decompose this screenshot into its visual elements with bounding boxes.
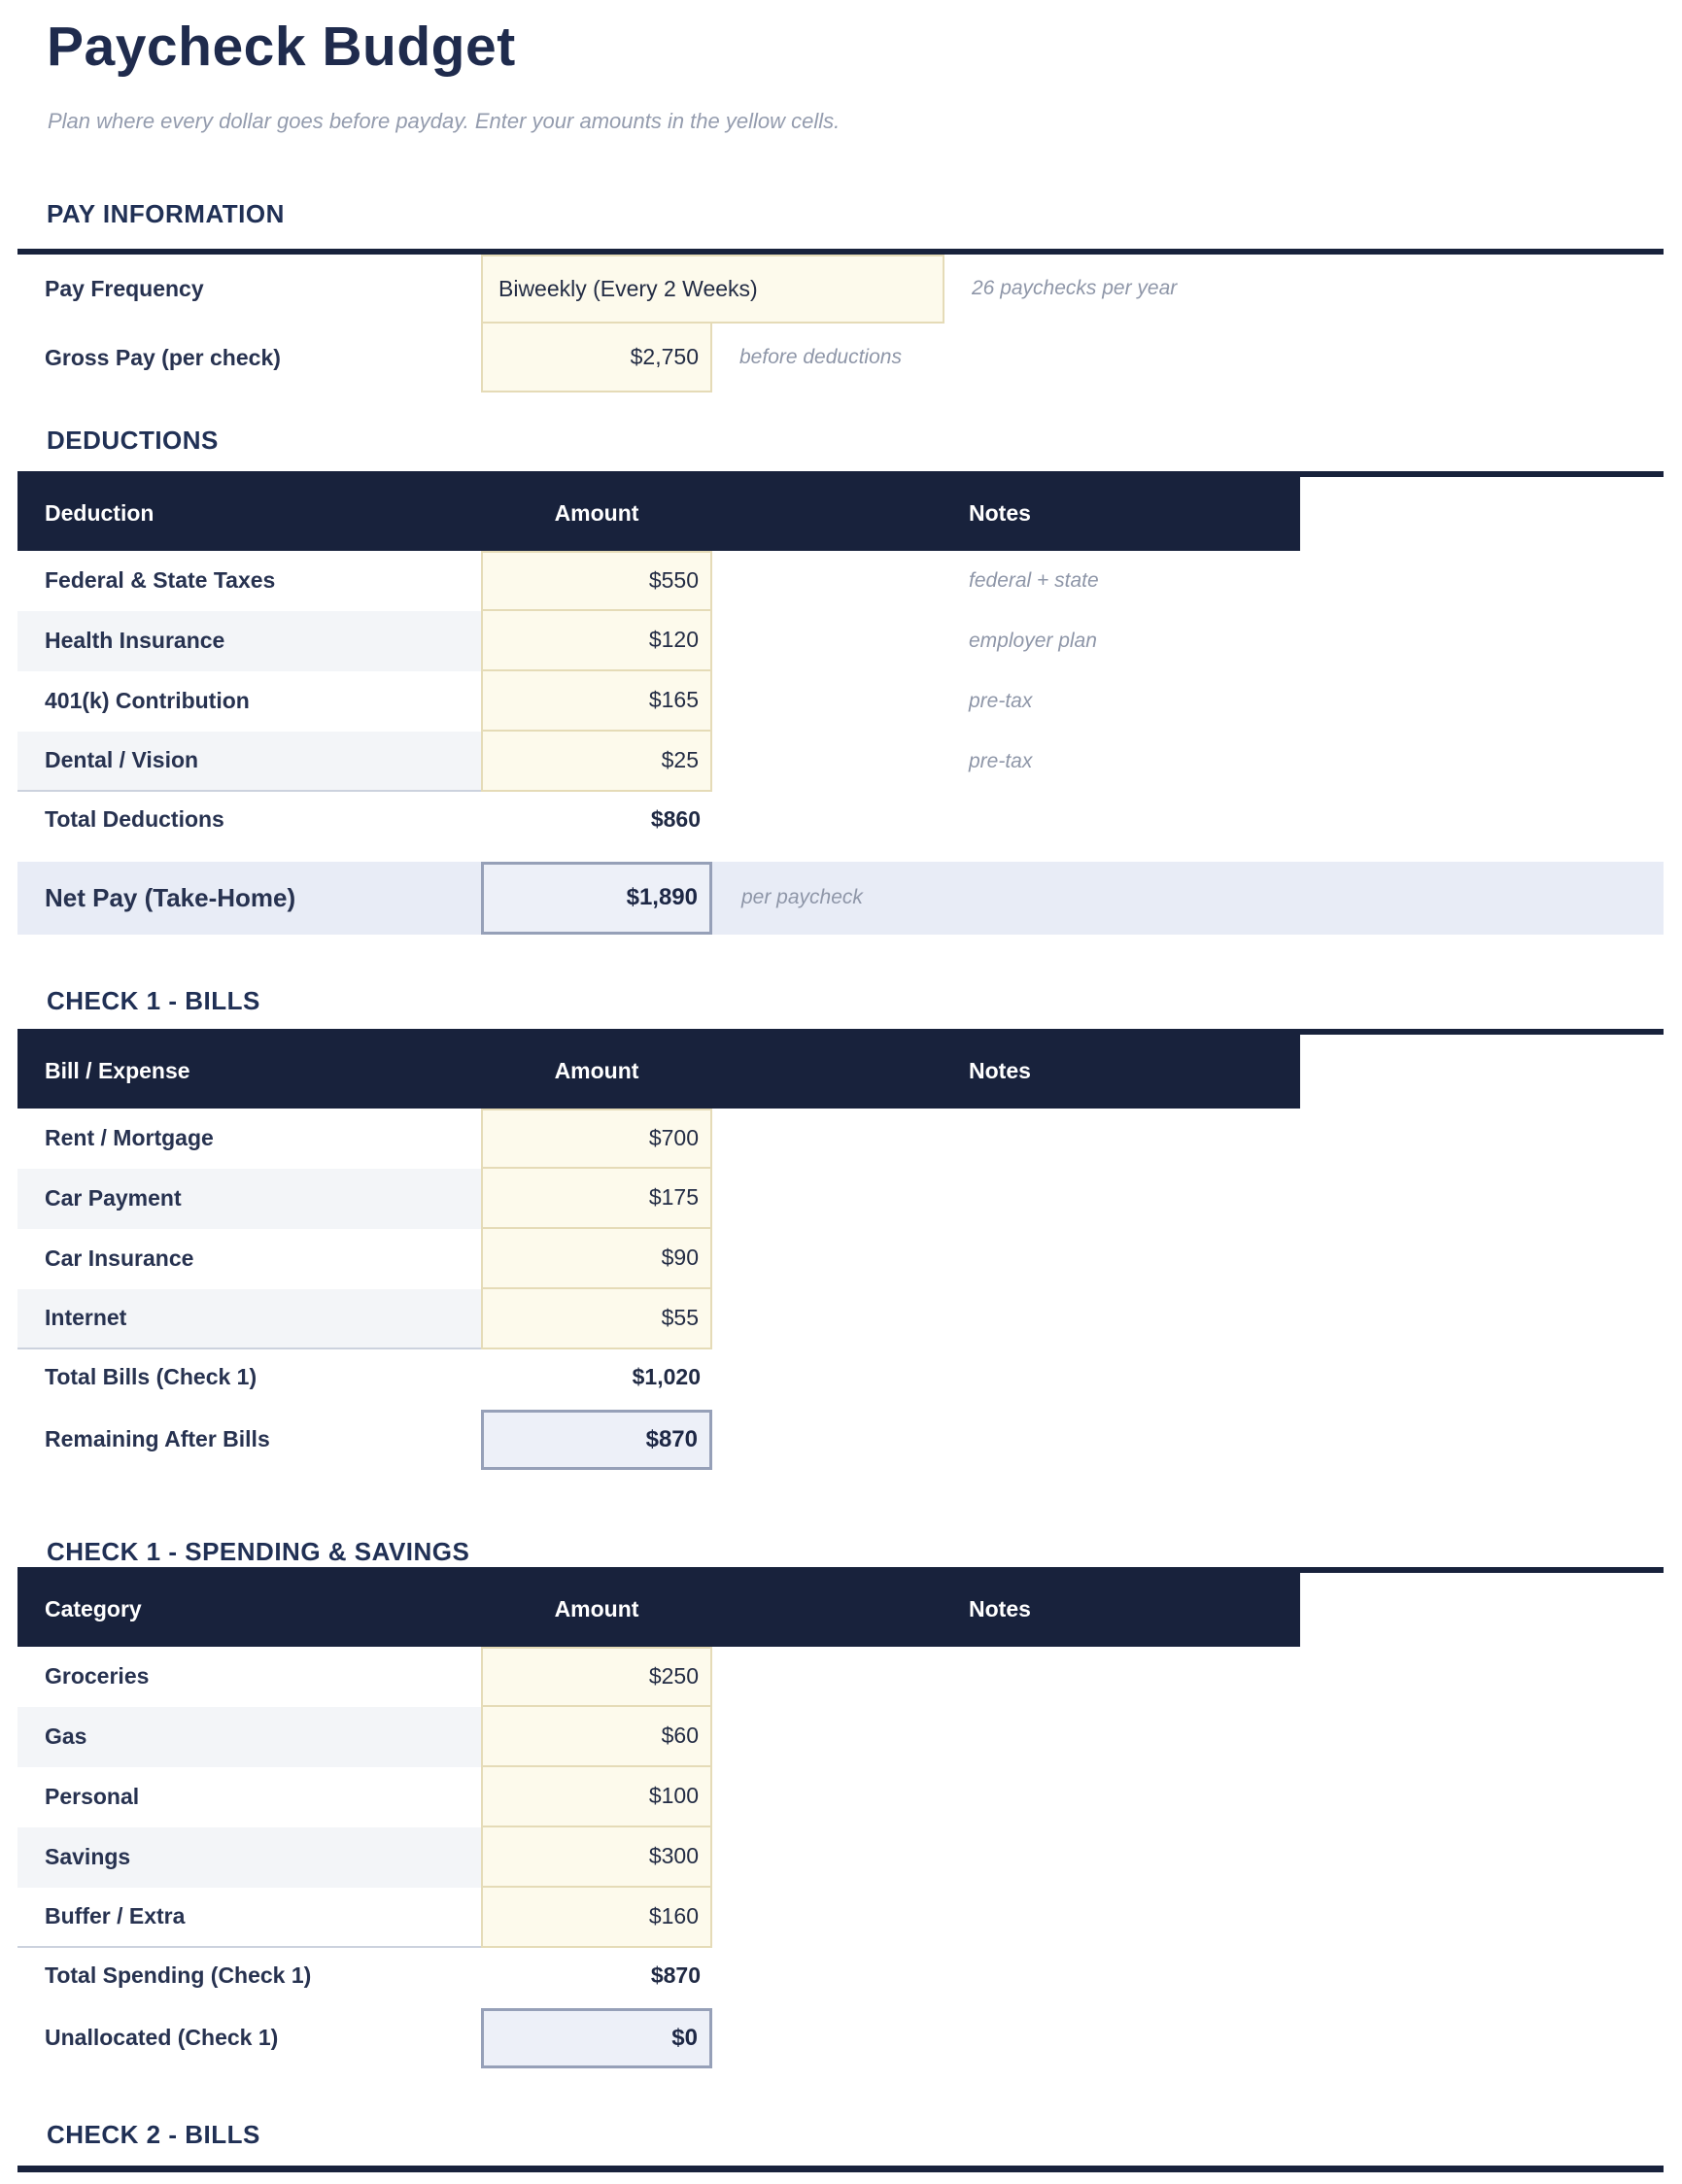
row-note [945,1229,969,1289]
unallocated-value-cell: $0 [481,2008,712,2068]
section-heading-deductions: DEDUCTIONS [47,425,219,455]
amount-input-cell[interactable]: $175 [481,1169,712,1229]
total-deductions-row [17,794,1664,846]
column-header-notes: Notes [969,500,1031,527]
section-heading-check2-bills: CHECK 2 - BILLS [47,2119,260,2149]
row-label: Health Insurance [17,611,481,671]
table-row [17,1707,1664,1767]
section-heading-check1-bills: CHECK 1 - BILLS [47,985,260,1015]
amount-input-cell[interactable]: $90 [481,1229,712,1289]
column-header-bill-expense: Bill / Expense [45,1058,190,1084]
total-value: $860 [650,806,701,833]
column-header-notes: Notes [969,1058,1031,1084]
row-label: Buffer / Extra [17,1888,481,1948]
table-row [17,1888,1664,1948]
row-label: 401(k) Contribution [45,688,250,714]
row-label: Gas [17,1707,481,1767]
row-note: federal + state [969,568,1099,592]
page-subtitle: Plan where every dollar goes before payday. Enter your amounts in the yellow cells. [48,108,841,133]
column-header-amount: Amount [554,1596,639,1622]
check2-bills-table-top-border [17,2166,1664,2172]
column-header-notes: Notes [969,1596,1031,1622]
amount-input-cell[interactable]: $165 [481,671,712,732]
net-pay-note: per paycheck [741,886,863,909]
total-bills-row [17,1351,1664,1404]
row-note [945,1767,969,1827]
table-row [17,1647,1664,1707]
net-pay-label: Net Pay (Take-Home) [45,882,296,912]
total-value: $870 [650,1962,701,1989]
table-row [17,1767,1664,1827]
row-note: 26 paychecks per year [972,277,1178,300]
amount-input-cell[interactable]: $550 [481,551,712,611]
amount-input-cell[interactable]: $2,750 [481,324,712,392]
table-row [17,732,1664,792]
row-note [945,1647,969,1707]
row-note [945,1169,969,1229]
check1-spending-table [17,1567,1664,2068]
column-header-amount: Amount [554,1058,639,1084]
amount-input-cell[interactable]: $250 [481,1647,712,1707]
total-label: Total Spending (Check 1) [45,1962,312,1989]
total-spending-row [17,1950,1664,2002]
check1-bills-table [17,1029,1664,1470]
row-label: Savings [17,1827,481,1888]
table-row [17,1109,1664,1169]
check1-spending-rows [17,1647,1664,1948]
table-row [17,1827,1664,1888]
amount-input-cell[interactable]: $160 [481,1888,712,1948]
table-row [17,1289,1664,1349]
row-note [945,1707,969,1767]
total-label: Total Deductions [45,806,224,833]
table-header-row [17,1573,1300,1647]
row-label: Groceries [45,1663,150,1689]
row-note: pre-tax [969,689,1033,712]
remaining-label: Remaining After Bills [45,1426,270,1452]
row-note [945,1109,969,1169]
amount-input-cell[interactable]: Biweekly (Every 2 Weeks) [481,255,944,324]
row-note: employer plan [969,629,1097,652]
net-pay-value-cell: $1,890 [481,862,712,935]
table-row [17,1229,1664,1289]
row-note [945,1827,969,1888]
row-label: Federal & State Taxes [45,567,276,594]
amount-input-cell[interactable]: $55 [481,1289,712,1349]
amount-input-cell[interactable]: $100 [481,1767,712,1827]
row-label: Car Insurance [45,1246,194,1272]
page-title: Paycheck Budget [47,16,516,78]
remaining-after-bills-row [17,1410,1664,1470]
pay-information-table [17,249,1664,392]
table-header-row [17,477,1300,551]
row-label: Gross Pay (per check) [45,344,281,370]
remaining-value-cell: $870 [481,1410,712,1470]
column-header-amount: Amount [554,500,639,527]
table-row [17,324,1664,392]
page [0,16,1682,2172]
amount-input-cell[interactable]: $120 [481,611,712,671]
amount-input-cell[interactable]: $300 [481,1827,712,1888]
total-value: $1,020 [632,1364,701,1390]
section-heading-pay-information: PAY INFORMATION [47,198,285,228]
row-note: before deductions [739,346,902,369]
table-row [17,255,1664,324]
pay-information-rows [17,255,1664,392]
row-label: Rent / Mortgage [45,1125,214,1151]
net-pay-row [17,862,1664,935]
total-label: Total Bills (Check 1) [45,1364,257,1390]
table-row [17,611,1664,671]
column-header-deduction: Deduction [45,500,154,527]
section-heading-check1-spending: CHECK 1 - SPENDING & SAVINGS [47,1536,470,1566]
deductions-rows [17,551,1664,792]
row-label: Pay Frequency [45,275,204,301]
amount-input-cell[interactable]: $60 [481,1707,712,1767]
unallocated-label: Unallocated (Check 1) [45,2025,279,2051]
table-row [17,551,1664,611]
amount-input-cell[interactable]: $25 [481,732,712,792]
row-label: Internet [17,1289,481,1349]
table-row [17,1169,1664,1229]
table-row [17,671,1664,732]
deductions-table [17,471,1664,935]
column-header-category: Category [45,1596,142,1622]
row-note [945,1289,969,1349]
row-label: Car Payment [17,1169,481,1229]
row-label: Dental / Vision [17,732,481,792]
unallocated-row [17,2008,1664,2068]
row-label: Personal [45,1784,140,1810]
amount-input-cell[interactable]: $700 [481,1109,712,1169]
check1-bills-rows [17,1109,1664,1349]
row-note: pre-tax [969,749,1033,772]
row-note [945,1888,969,1948]
table-header-row [17,1035,1300,1109]
